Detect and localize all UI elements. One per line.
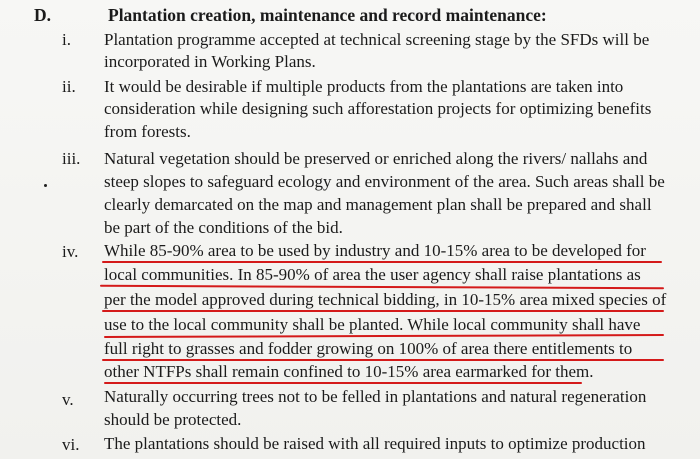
item-line: steep slopes to safeguard ecology and environment of the area. Such areas shall be bbox=[104, 172, 665, 191]
item-line: clearly demarcated on the map and management plan shall be prepared and shall bbox=[104, 195, 652, 214]
red-underline bbox=[104, 382, 582, 384]
item-line: should be protected. bbox=[104, 410, 242, 429]
item-line: from forests. bbox=[104, 122, 191, 141]
item-line: consideration while designing such afforestation projects for optimizing benefits bbox=[104, 99, 652, 118]
item-line: incorporated in Working Plans. bbox=[104, 52, 316, 71]
item-number: v. bbox=[62, 390, 74, 409]
item-line: use to the local community shall be planted. While local community shall have bbox=[104, 315, 641, 334]
item-line: other NTFPs shall remain confined to 10-15% area earmarked for them. bbox=[104, 362, 594, 381]
scan-speck bbox=[44, 184, 47, 187]
red-underline bbox=[102, 359, 664, 361]
section-letter: D. bbox=[34, 5, 52, 25]
item-line: local communities. In 85-90% of area the user agency shall raise plantations as bbox=[104, 265, 641, 284]
item-number: iii. bbox=[62, 149, 81, 168]
item-line: per the model approved during technical bidding, in 10-15% area mixed species of bbox=[104, 290, 667, 309]
item-line: full right to grasses and fodder growing on 100% of area there entitlements to bbox=[104, 339, 633, 358]
item-number: iv. bbox=[62, 242, 79, 261]
red-underline bbox=[102, 310, 664, 312]
red-underline bbox=[102, 261, 662, 263]
item-line: The plantations should be raised with all required inputs to optimize production bbox=[104, 434, 646, 453]
item-line: be part of the conditions of the bid. bbox=[104, 218, 343, 237]
item-line: Plantation programme accepted at technical screening stage by the SFDs will be bbox=[104, 30, 650, 49]
item-line: It would be desirable if multiple products from the plantations are taken into bbox=[104, 77, 624, 96]
item-line: While 85-90% area to be used by industry and 10-15% area to be developed for bbox=[104, 241, 646, 260]
section-title: Plantation creation, maintenance and record maintenance: bbox=[108, 5, 547, 25]
item-number: vi. bbox=[62, 435, 80, 454]
item-line: Natural vegetation should be preserved or enriched along the rivers/ nallahs and bbox=[104, 149, 648, 168]
item-number: i. bbox=[62, 30, 71, 49]
item-number: ii. bbox=[62, 77, 76, 96]
item-line: Naturally occurring trees not to be felled in plantations and natural regeneration bbox=[104, 387, 647, 406]
